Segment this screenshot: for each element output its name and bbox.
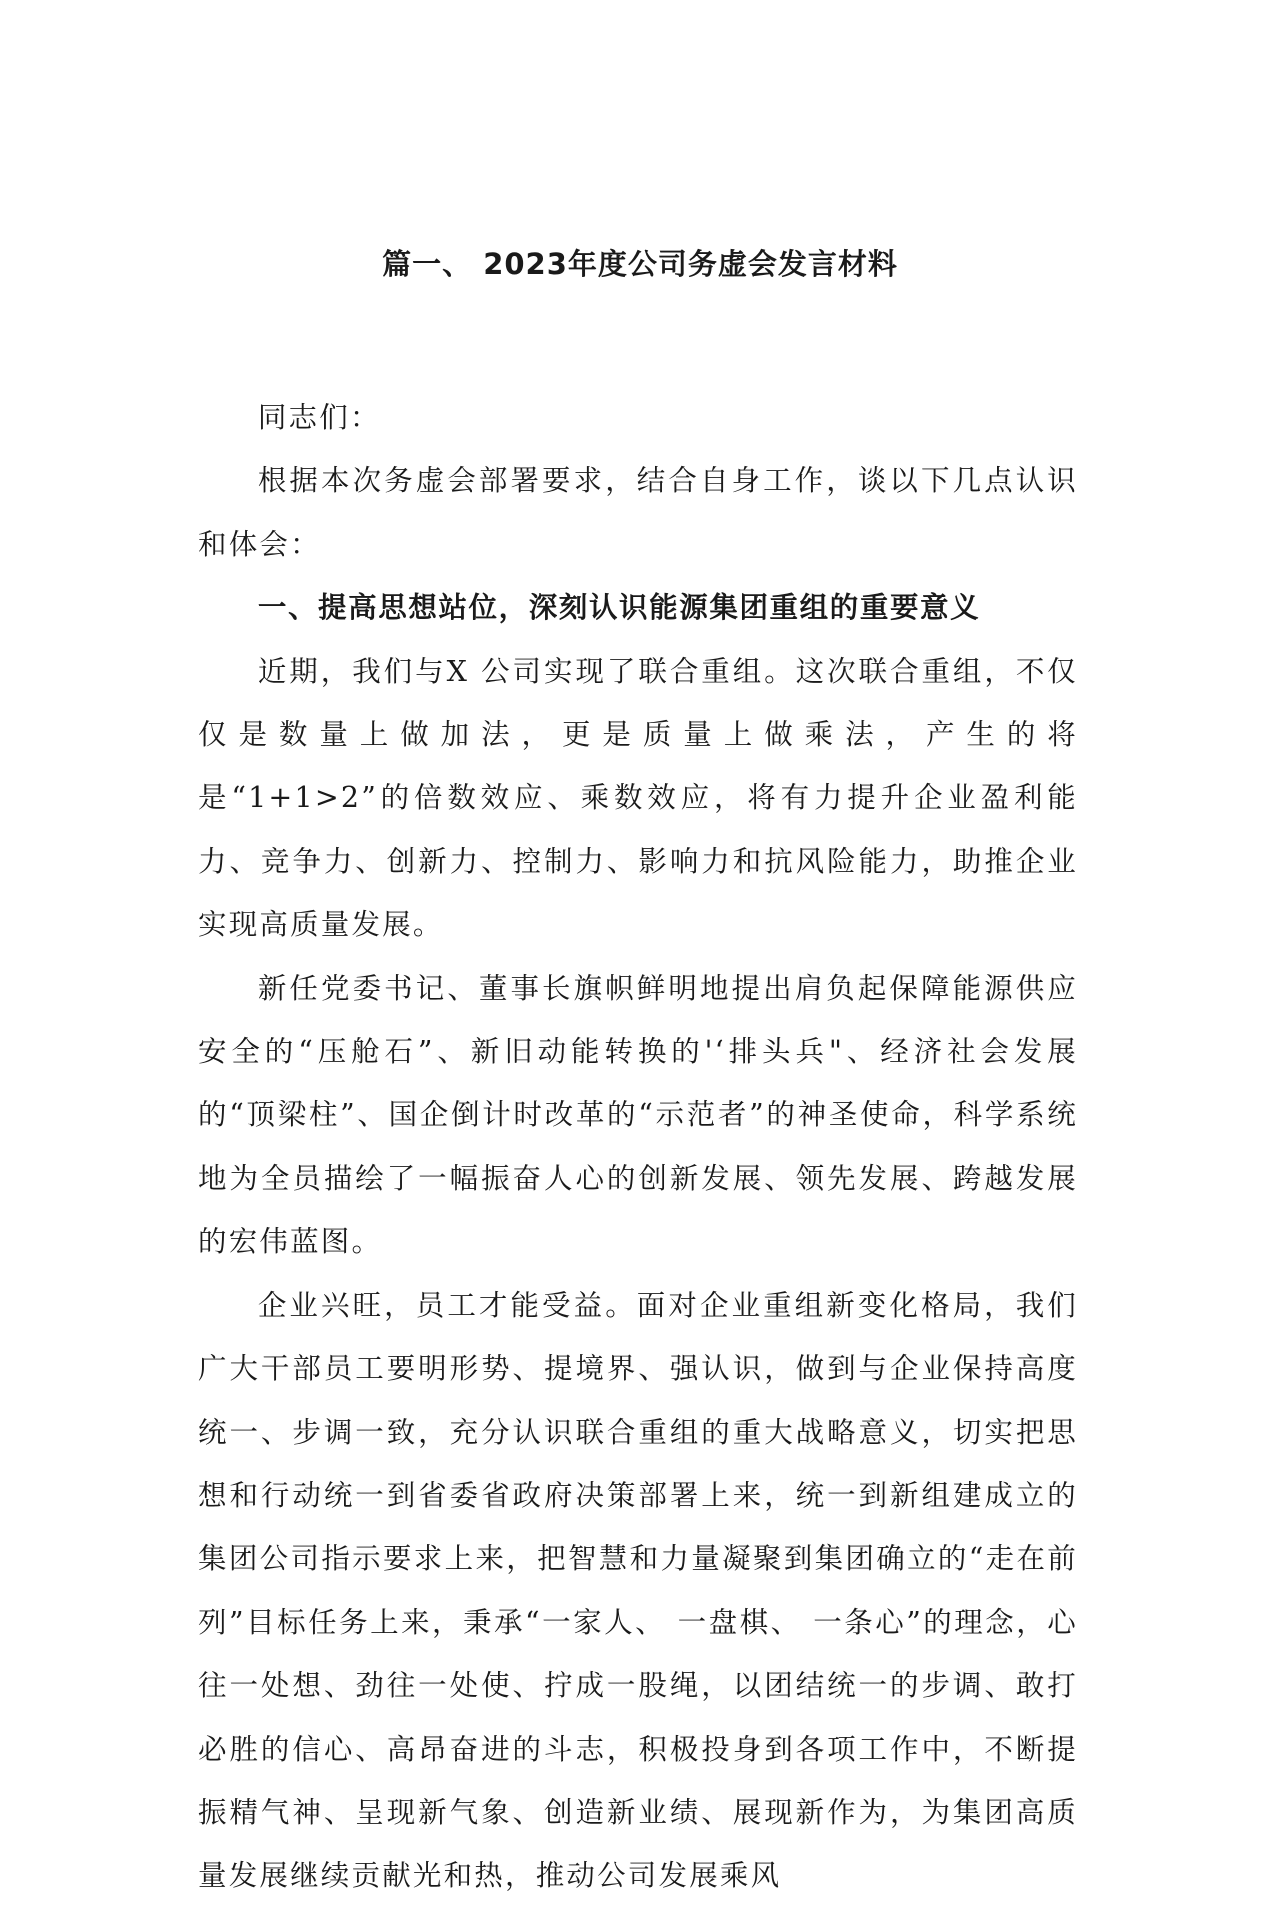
salutation: 同志们： xyxy=(257,401,381,434)
paragraph-employees: 企业兴旺，员工才能受益。面对企业重组新变化格局，我们广大干部员工要明形势、提境界、强认识，做到与企业保持高度统一、步调一致，充分认识联合重组的重大战略意义，切实把思想和行动统一到省委省政府决策部署上来，统一到新组建成立的集团公司指示要求上来，把智慧和力量凝聚到集团确立的“走在前列”目标任务上来，秉承“一家人、 一盘棋、 一条心”的理念，心往一处想、劲往一处使、拧成一股绳，以团结统一的步调、敢打必胜的信心、高昂奋进的斗志，积极投身到各项工作中，不断提振精气神、呈现新气象、创造新业绩、展现新作为，为集团高质量发展继续贡献光和热，推动公司发展乘风 xyxy=(198,1288,1078,1893)
paragraph-mission: 新任党委书记、董事长旗帜鲜明地提出肩负起保障能源供应安全的“压舱石”、新旧动能转换的'‘排头兵"、经济社会发展的“顶梁柱”、国企倒计时改革的“示范者”的神圣使命，科学系统地为全员描绘了一幅振奋人心的创新发展、领先发展、跨越发展的宏伟蓝图。 xyxy=(198,971,1078,1259)
paragraph-reorganization: 近期，我们与X 公司实现了联合重组。这次联合重组，不仅仅是数量上做加法，更是质量上做乘法，产生的将是“1+1>2”的倍数效应、乘数效应，将有力提升企业盈利能力、竞争力、创新力、控制力、影响力和抗风险能力，助推企业实现高质量发展。 xyxy=(198,654,1078,942)
document-title: 篇一、 2023年度公司务虚会发言材料 xyxy=(382,247,898,281)
paragraph-intro: 根据本次务虚会部署要求，结合自身工作，谈以下几点认识和体会： xyxy=(198,464,1078,561)
section-heading-1: 一、提高思想站位，深刻认识能源集团重组的重要意义 xyxy=(257,591,981,625)
document-body xyxy=(198,386,1078,1908)
